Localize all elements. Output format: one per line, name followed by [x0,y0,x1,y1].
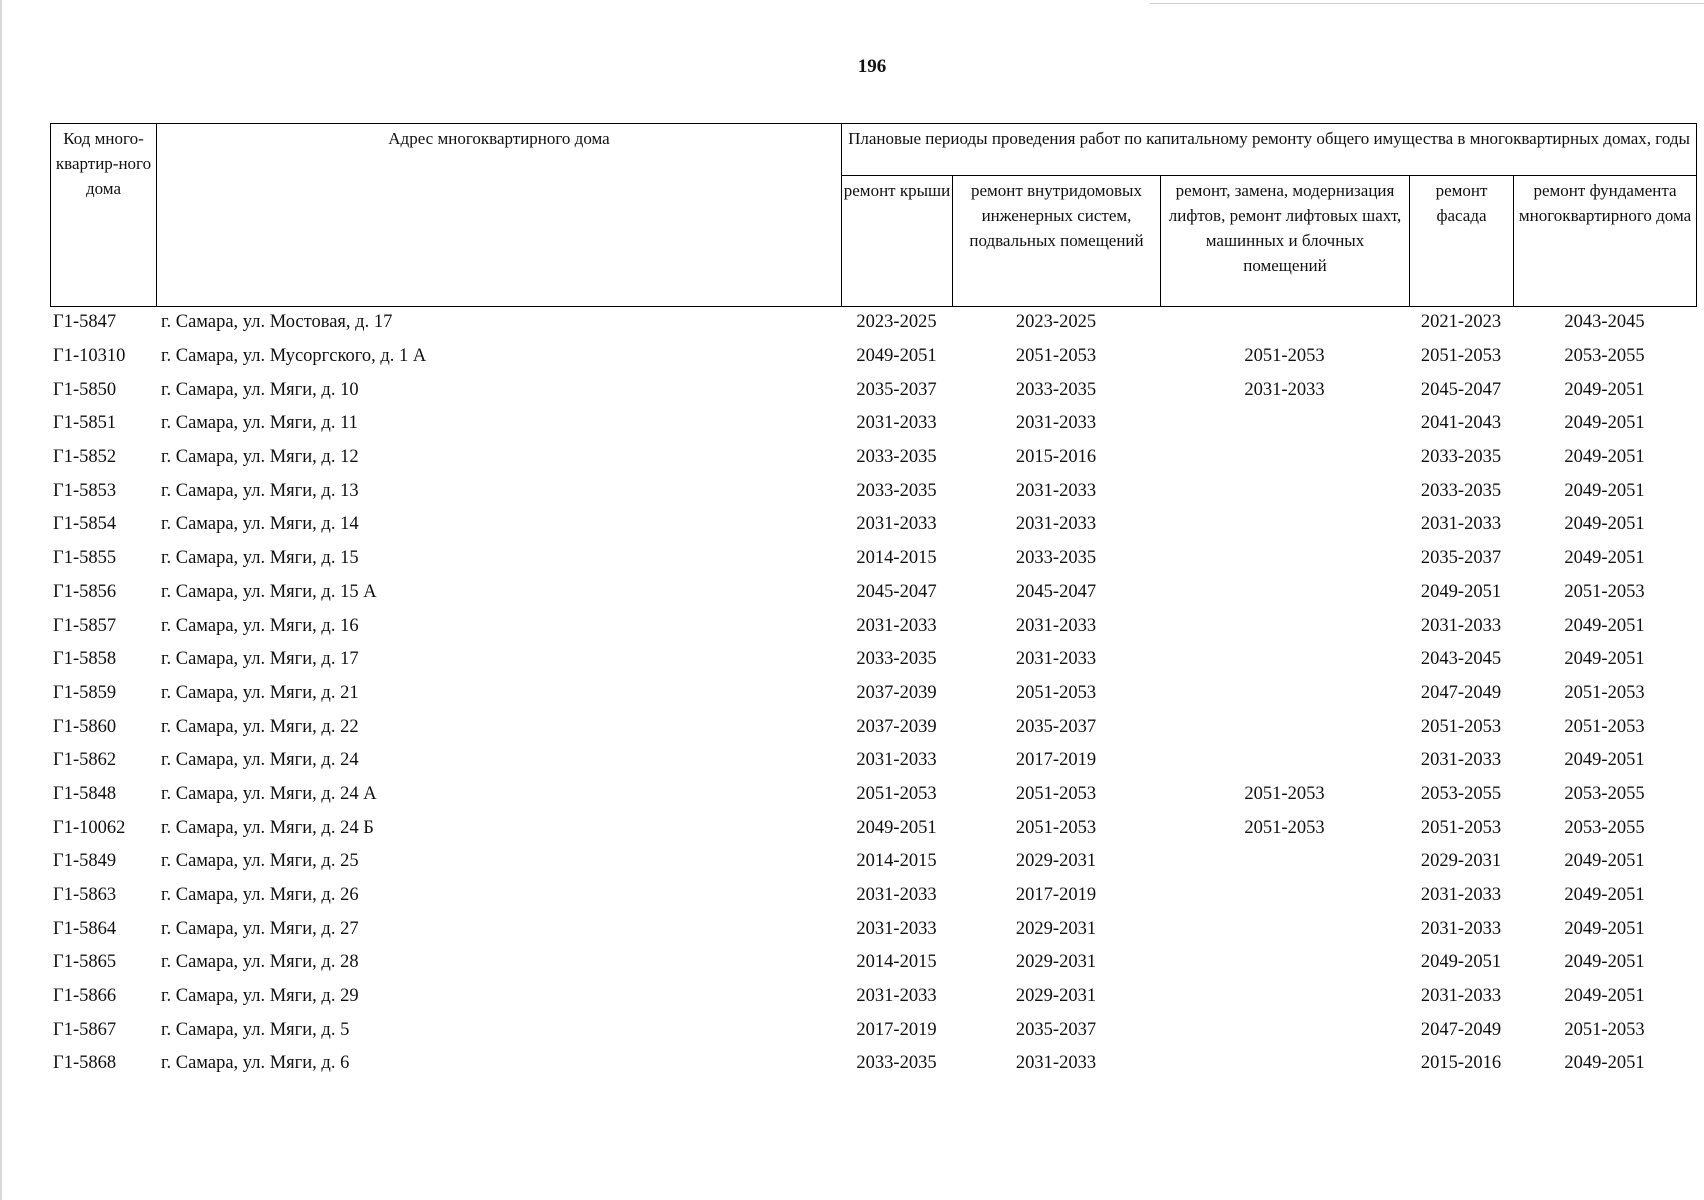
cell-foundation: 2049-2051 [1564,447,1645,468]
cell-address: г. Самара, ул. Мяги, д. 10 [161,379,359,400]
cell-code: Г1-5860 [53,716,117,737]
cell-foundation: 2049-2051 [1564,885,1645,906]
cell-code: Г1-5855 [53,548,117,569]
scan-left-edge [0,0,2,1200]
table-row [50,778,1696,812]
cell-foundation: 2053-2055 [1564,783,1645,804]
cell-lifts [1160,306,1409,340]
cell-code: Г1-5863 [53,885,117,906]
cell-facade: 2049-2051 [1420,581,1502,602]
cell-foundation: 2051-2053 [1564,581,1645,602]
cell-systems: 2031-2033 [1015,615,1097,636]
cell-foundation: 2049-2051 [1564,514,1645,535]
cell-lifts [1160,912,1409,946]
cell-facade: 2033-2035 [1420,447,1502,468]
table-row [50,441,1696,475]
cell-systems: 2051-2053 [1015,783,1097,804]
cell-address: г. Самара, ул. Мяги, д. 25 [161,851,359,872]
cell-facade: 2031-2033 [1420,750,1502,771]
cell-facade: 2053-2055 [1420,783,1502,804]
cell-address: г. Самара, ул. Мяги, д. 22 [161,716,359,737]
cell-lifts [1160,1013,1409,1047]
cell-foundation: 2049-2051 [1564,480,1645,501]
cell-address: г. Самара, ул. Мяги, д. 24 Б [161,817,374,838]
cell-code: Г1-5848 [53,783,117,804]
table-row [50,407,1696,441]
cell-code: Г1-5866 [53,986,117,1007]
cell-lifts [1160,407,1409,441]
cell-code: Г1-5858 [53,649,117,670]
table-row [50,1047,1696,1081]
cell-roof: 2031-2033 [856,986,937,1007]
table-row [50,710,1696,744]
cell-roof: 2045-2047 [856,581,937,602]
cell-foundation: 2049-2051 [1564,413,1645,434]
cell-address: г. Самара, ул. Мяги, д. 27 [161,918,359,939]
header-lifts: ремонт, замена, модернизация лифтов, ремонт лифтовых шахт, машинных и блочных помещений [1161,176,1410,307]
cell-lifts [1160,576,1409,610]
cell-roof: 2031-2033 [856,918,937,939]
cell-roof: 2051-2053 [856,783,937,804]
cell-lifts [1160,609,1409,643]
cell-address: г. Самара, ул. Мяги, д. 29 [161,986,359,1007]
cell-roof: 2031-2033 [856,885,937,906]
cell-lifts: 2051-2053 [1244,346,1325,367]
cell-facade: 2021-2023 [1420,312,1502,333]
cell-systems: 2051-2053 [1015,682,1097,703]
cell-systems: 2029-2031 [1015,986,1097,1007]
cell-foundation: 2049-2051 [1564,851,1645,872]
cell-foundation: 2049-2051 [1564,548,1645,569]
header-code: Код много-квартир-ного дома [51,124,157,307]
cell-code: Г1-5854 [53,514,117,535]
cell-facade: 2035-2037 [1420,548,1502,569]
cell-facade: 2051-2053 [1420,817,1502,838]
table-body [50,306,1696,1081]
cell-lifts: 2051-2053 [1244,783,1325,804]
cell-roof: 2049-2051 [856,817,937,838]
cell-address: г. Самара, ул. Мяги, д. 21 [161,682,359,703]
cell-foundation: 2049-2051 [1564,615,1645,636]
cell-systems: 2035-2037 [1015,716,1097,737]
cell-address: г. Самара, ул. Мяги, д. 24 [161,750,359,771]
header-address: Адрес многоквартирного дома [157,124,842,307]
table-row [50,1013,1696,1047]
cell-foundation: 2049-2051 [1564,1053,1645,1074]
cell-facade: 2047-2049 [1420,1019,1502,1040]
table-row [50,811,1696,845]
cell-code: Г1-5865 [53,952,117,973]
cell-foundation: 2053-2055 [1564,817,1645,838]
cell-facade: 2031-2033 [1420,885,1502,906]
page-number: 196 [857,56,887,77]
cell-foundation: 2049-2051 [1564,750,1645,771]
cell-lifts [1160,946,1409,980]
cell-foundation: 2049-2051 [1564,649,1645,670]
cell-foundation: 2049-2051 [1564,986,1645,1007]
table-header [50,123,1697,307]
cell-code: Г1-5849 [53,851,117,872]
cell-code: Г1-5868 [53,1053,117,1074]
table-row [50,912,1696,946]
cell-lifts [1160,744,1409,778]
header-periods-group: Плановые периоды проведения работ по капитальному ремонту общего имущества в многоквартирных домах, годы [842,124,1697,176]
cell-lifts [1160,542,1409,576]
cell-code: Г1-5853 [53,480,117,501]
cell-systems: 2045-2047 [1015,581,1097,602]
cell-address: г. Самара, ул. Мяги, д. 28 [161,952,359,973]
cell-lifts [1160,643,1409,677]
cell-lifts: 2051-2053 [1244,817,1325,838]
cell-facade: 2049-2051 [1420,952,1502,973]
cell-systems: 2017-2019 [1015,885,1097,906]
cell-foundation: 2043-2045 [1564,312,1645,333]
table-row [50,845,1696,879]
cell-address: г. Самара, ул. Мяги, д. 6 [161,1053,350,1074]
cell-address: г. Самара, ул. Мусоргского, д. 1 А [161,346,427,367]
cell-address: г. Самара, ул. Мяги, д. 13 [161,480,359,501]
cell-systems: 2031-2033 [1015,1053,1097,1074]
cell-roof: 2049-2051 [856,346,937,367]
table-row [50,576,1696,610]
cell-code: Г1-5856 [53,581,117,602]
cell-code: Г1-5864 [53,918,117,939]
cell-systems: 2051-2053 [1015,346,1097,367]
table-row [50,340,1696,374]
cell-address: г. Самара, ул. Мяги, д. 11 [161,413,358,434]
header-roof: ремонт крыши [842,176,953,307]
header-foundation: ремонт фундамента многоквартирного дома [1514,176,1697,307]
cell-lifts [1160,879,1409,913]
cell-facade: 2033-2035 [1420,480,1502,501]
cell-roof: 2031-2033 [856,413,937,434]
cell-code: Г1-5857 [53,615,117,636]
table-row [50,609,1696,643]
cell-systems: 2029-2031 [1015,952,1097,973]
table-row [50,744,1696,778]
cell-roof: 2014-2015 [856,952,937,973]
cell-lifts [1160,441,1409,475]
cell-facade: 2029-2031 [1420,851,1502,872]
table-row [50,677,1696,711]
cell-address: г. Самара, ул. Мяги, д. 26 [161,885,359,906]
cell-facade: 2051-2053 [1420,716,1502,737]
cell-code: Г1-5850 [53,379,117,400]
cell-lifts [1160,474,1409,508]
table-row [50,980,1696,1014]
cell-address: г. Самара, ул. Мяги, д. 17 [161,649,359,670]
cell-systems: 2051-2053 [1015,817,1097,838]
cell-foundation: 2051-2053 [1564,682,1645,703]
cell-systems: 2031-2033 [1015,649,1097,670]
cell-systems: 2033-2035 [1015,379,1097,400]
cell-code: Г1-5851 [53,413,117,434]
cell-lifts [1160,710,1409,744]
scan-top-line [1150,3,1704,4]
cell-facade: 2043-2045 [1420,649,1502,670]
cell-facade: 2051-2053 [1420,346,1502,367]
cell-roof: 2023-2025 [856,312,937,333]
cell-address: г. Самара, ул. Мяги, д. 15 [161,548,359,569]
cell-roof: 2017-2019 [856,1019,937,1040]
cell-facade: 2047-2049 [1420,682,1502,703]
header-systems: ремонт внутридомовых инженерных систем, подвальных помещений [953,176,1161,307]
cell-systems: 2015-2016 [1015,447,1097,468]
cell-facade: 2031-2033 [1420,514,1502,535]
cell-address: г. Самара, ул. Мяги, д. 12 [161,447,359,468]
cell-foundation: 2049-2051 [1564,952,1645,973]
cell-facade: 2045-2047 [1420,379,1502,400]
cell-systems: 2031-2033 [1015,514,1097,535]
cell-systems: 2029-2031 [1015,918,1097,939]
cell-lifts [1160,845,1409,879]
cell-lifts [1160,508,1409,542]
cell-address: г. Самара, ул. Мяги, д. 5 [161,1019,350,1040]
cell-facade: 2031-2033 [1420,615,1502,636]
cell-code: Г1-5862 [53,750,117,771]
cell-lifts [1160,677,1409,711]
cell-roof: 2031-2033 [856,615,937,636]
table-row [50,946,1696,980]
cell-facade: 2015-2016 [1420,1053,1502,1074]
cell-code: Г1-5852 [53,447,117,468]
cell-code: Г1-5859 [53,682,117,703]
table-row [50,474,1696,508]
cell-code: Г1-10062 [53,817,126,838]
cell-roof: 2033-2035 [856,480,937,501]
cell-foundation: 2051-2053 [1564,1019,1645,1040]
cell-roof: 2037-2039 [856,716,937,737]
cell-address: г. Самара, ул. Мяги, д. 14 [161,514,359,535]
cell-address: г. Самара, ул. Мяги, д. 15 А [161,581,377,602]
cell-lifts [1160,1047,1409,1081]
cell-roof: 2031-2033 [856,514,937,535]
cell-foundation: 2049-2051 [1564,379,1645,400]
cell-roof: 2035-2037 [856,379,937,400]
cell-roof: 2014-2015 [856,851,937,872]
cell-systems: 2031-2033 [1015,480,1097,501]
cell-address: г. Самара, ул. Мяги, д. 24 А [161,783,377,804]
cell-lifts [1160,980,1409,1014]
cell-address: г. Самара, ул. Мостовая, д. 17 [161,312,393,333]
table-row [50,306,1696,340]
cell-systems: 2035-2037 [1015,1019,1097,1040]
cell-code: Г1-5847 [53,312,117,333]
cell-systems: 2031-2033 [1015,413,1097,434]
cell-foundation: 2053-2055 [1564,346,1645,367]
cell-roof: 2037-2039 [856,682,937,703]
table-row [50,508,1696,542]
cell-address: г. Самара, ул. Мяги, д. 16 [161,615,359,636]
cell-facade: 2031-2033 [1420,918,1502,939]
cell-systems: 2033-2035 [1015,548,1097,569]
cell-facade: 2041-2043 [1420,413,1502,434]
cell-code: Г1-5867 [53,1019,117,1040]
cell-roof: 2014-2015 [856,548,937,569]
cell-roof: 2033-2035 [856,649,937,670]
cell-roof: 2033-2035 [856,1053,937,1074]
cell-foundation: 2051-2053 [1564,716,1645,737]
cell-foundation: 2049-2051 [1564,918,1645,939]
table-row [50,373,1696,407]
cell-roof: 2031-2033 [856,750,937,771]
cell-lifts: 2031-2033 [1244,379,1325,400]
cell-systems: 2017-2019 [1015,750,1097,771]
cell-systems: 2023-2025 [1015,312,1097,333]
table-row [50,643,1696,677]
table-row [50,542,1696,576]
cell-facade: 2031-2033 [1420,986,1502,1007]
table-row [50,879,1696,913]
cell-systems: 2029-2031 [1015,851,1097,872]
header-facade: ремонт фасада [1410,176,1514,307]
cell-roof: 2033-2035 [856,447,937,468]
cell-code: Г1-10310 [53,346,126,367]
